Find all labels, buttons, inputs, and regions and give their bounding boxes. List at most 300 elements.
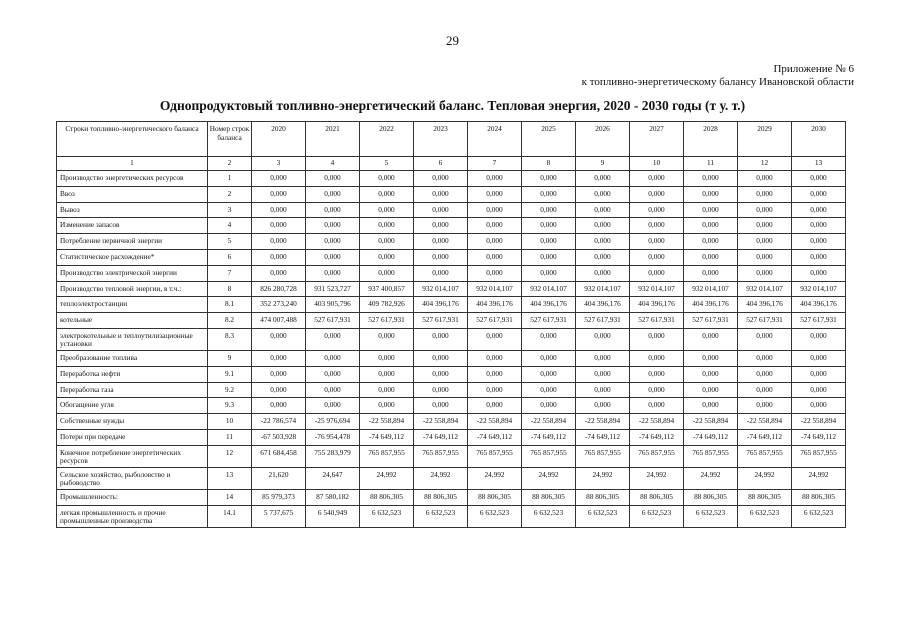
- value-cell: 527 617,931: [792, 313, 846, 329]
- value-cell: 527 617,931: [684, 313, 738, 329]
- value-cell: 0,000: [630, 265, 684, 281]
- row-number: 9.2: [208, 382, 252, 398]
- value-cell: 0,000: [576, 171, 630, 187]
- column-number: 11: [684, 157, 738, 171]
- value-cell: 0,000: [252, 249, 306, 265]
- value-cell: 0,000: [738, 202, 792, 218]
- value-cell: 404 396,176: [684, 297, 738, 313]
- value-cell: 0,000: [252, 202, 306, 218]
- value-cell: 0,000: [414, 249, 468, 265]
- value-cell: 0,000: [360, 249, 414, 265]
- table-row: [57, 505, 846, 527]
- value-cell: 527 617,931: [576, 313, 630, 329]
- value-cell: 0,000: [360, 398, 414, 414]
- row-number: 2: [208, 186, 252, 202]
- row-label: Производство электрической энергии: [57, 265, 208, 281]
- value-cell: 0,000: [252, 398, 306, 414]
- value-cell: 0,000: [738, 328, 792, 350]
- row-number: 9.1: [208, 366, 252, 382]
- value-cell: 0,000: [360, 202, 414, 218]
- value-cell: 765 857,955: [360, 445, 414, 467]
- value-cell: 0,000: [522, 249, 576, 265]
- value-cell: 765 857,955: [414, 445, 468, 467]
- value-cell: 24,647: [306, 467, 360, 489]
- value-cell: 6 632,523: [522, 505, 576, 527]
- value-cell: 6 540,949: [306, 505, 360, 527]
- value-cell: 0,000: [414, 234, 468, 250]
- value-cell: 0,000: [468, 249, 522, 265]
- value-cell: 527 617,931: [630, 313, 684, 329]
- table-row: [57, 445, 846, 467]
- row-number: 11: [208, 429, 252, 445]
- row-label: Статистическое расхождение*: [57, 249, 208, 265]
- value-cell: 0,000: [684, 186, 738, 202]
- value-cell: 87 580,182: [306, 489, 360, 505]
- row-number: 13: [208, 467, 252, 489]
- value-cell: 765 857,955: [576, 445, 630, 467]
- table-row: [57, 297, 846, 313]
- value-cell: -74 649,112: [360, 429, 414, 445]
- value-cell: 6 632,523: [630, 505, 684, 527]
- table-row: [57, 234, 846, 250]
- value-cell: 0,000: [522, 171, 576, 187]
- column-number: 10: [630, 157, 684, 171]
- value-cell: 409 782,926: [360, 297, 414, 313]
- value-cell: 932 014,107: [792, 281, 846, 297]
- value-cell: 932 014,107: [414, 281, 468, 297]
- header-year: 2027: [630, 122, 684, 157]
- balance-table: [56, 121, 846, 528]
- table-row: [57, 382, 846, 398]
- value-cell: 0,000: [630, 218, 684, 234]
- row-number: 14: [208, 489, 252, 505]
- value-cell: 24,992: [684, 467, 738, 489]
- table-row: [57, 281, 846, 297]
- value-cell: 0,000: [414, 328, 468, 350]
- value-cell: 0,000: [306, 398, 360, 414]
- table-row: [57, 467, 846, 489]
- value-cell: 0,000: [738, 186, 792, 202]
- column-number: 4: [306, 157, 360, 171]
- value-cell: 0,000: [792, 398, 846, 414]
- value-cell: 0,000: [738, 398, 792, 414]
- value-cell: 0,000: [414, 186, 468, 202]
- value-cell: 0,000: [792, 186, 846, 202]
- appendix-line-2: к топливно-энергетическому балансу Ивановской области: [581, 76, 854, 88]
- value-cell: 404 396,176: [468, 297, 522, 313]
- row-label: Потребление первичной энергии: [57, 234, 208, 250]
- value-cell: 352 273,240: [252, 297, 306, 313]
- value-cell: 0,000: [360, 328, 414, 350]
- table-row: [57, 202, 846, 218]
- value-cell: 0,000: [576, 398, 630, 414]
- value-cell: 755 283,979: [306, 445, 360, 467]
- value-cell: 88 806,305: [468, 489, 522, 505]
- value-cell: 765 857,955: [522, 445, 576, 467]
- value-cell: 0,000: [738, 218, 792, 234]
- value-cell: 0,000: [792, 218, 846, 234]
- value-cell: -22 558,894: [576, 414, 630, 430]
- value-cell: 0,000: [306, 249, 360, 265]
- value-cell: 404 396,176: [630, 297, 684, 313]
- row-number: 8.3: [208, 328, 252, 350]
- value-cell: 0,000: [792, 350, 846, 366]
- value-cell: 932 014,107: [684, 281, 738, 297]
- value-cell: 0,000: [576, 382, 630, 398]
- value-cell: 0,000: [360, 350, 414, 366]
- value-cell: 0,000: [360, 366, 414, 382]
- value-cell: -74 649,112: [576, 429, 630, 445]
- row-number: 12: [208, 445, 252, 467]
- table-row: [57, 414, 846, 430]
- row-label: Производство энергетических ресурсов: [57, 171, 208, 187]
- table-row: [57, 366, 846, 382]
- value-cell: 0,000: [684, 328, 738, 350]
- row-number: 9.3: [208, 398, 252, 414]
- value-cell: 0,000: [468, 398, 522, 414]
- value-cell: 0,000: [630, 350, 684, 366]
- value-cell: 403 905,796: [306, 297, 360, 313]
- value-cell: -74 649,112: [468, 429, 522, 445]
- header-row-number-label: Номер строк баланса: [208, 122, 252, 157]
- value-cell: -74 649,112: [792, 429, 846, 445]
- value-cell: 88 806,305: [576, 489, 630, 505]
- value-cell: 527 617,931: [360, 313, 414, 329]
- value-cell: 0,000: [414, 171, 468, 187]
- value-cell: 0,000: [792, 202, 846, 218]
- value-cell: 0,000: [468, 265, 522, 281]
- value-cell: 0,000: [522, 265, 576, 281]
- value-cell: 0,000: [684, 398, 738, 414]
- value-cell: 474 007,488: [252, 313, 306, 329]
- value-cell: 0,000: [306, 186, 360, 202]
- value-cell: 6 632,523: [414, 505, 468, 527]
- value-cell: 826 280,728: [252, 281, 306, 297]
- value-cell: 0,000: [522, 186, 576, 202]
- value-cell: 0,000: [414, 398, 468, 414]
- value-cell: 0,000: [792, 382, 846, 398]
- value-cell: 24,992: [738, 467, 792, 489]
- row-label: Производство тепловой энергии, в т.ч.:: [57, 281, 208, 297]
- value-cell: 0,000: [630, 186, 684, 202]
- row-label: Переработка газа: [57, 382, 208, 398]
- row-label: теплоэлектростанции: [57, 297, 208, 313]
- value-cell: 527 617,931: [738, 313, 792, 329]
- row-label: Изменение запасов: [57, 218, 208, 234]
- value-cell: 0,000: [738, 265, 792, 281]
- value-cell: 5 737,675: [252, 505, 306, 527]
- column-number: 6: [414, 157, 468, 171]
- header-year: 2020: [252, 122, 306, 157]
- value-cell: 765 857,955: [630, 445, 684, 467]
- value-cell: 932 014,107: [468, 281, 522, 297]
- document-title: Однопродуктовый топливно-энергетический баланс. Тепловая энергия, 2020 - 2030 годы (т у. т.): [159, 98, 746, 113]
- value-cell: 0,000: [360, 382, 414, 398]
- value-cell: 0,000: [630, 382, 684, 398]
- value-cell: 24,992: [414, 467, 468, 489]
- header-year: 2024: [468, 122, 522, 157]
- value-cell: 24,992: [468, 467, 522, 489]
- value-cell: 932 014,107: [738, 281, 792, 297]
- value-cell: 527 617,931: [306, 313, 360, 329]
- value-cell: 0,000: [630, 328, 684, 350]
- value-cell: 0,000: [630, 171, 684, 187]
- value-cell: 21,620: [252, 467, 306, 489]
- value-cell: 404 396,176: [576, 297, 630, 313]
- value-cell: 6 632,523: [684, 505, 738, 527]
- table-row: [57, 171, 846, 187]
- value-cell: 765 857,955: [684, 445, 738, 467]
- column-number: 5: [360, 157, 414, 171]
- value-cell: 0,000: [738, 350, 792, 366]
- value-cell: 0,000: [576, 202, 630, 218]
- header-year: 2028: [684, 122, 738, 157]
- header-year: 2030: [792, 122, 846, 157]
- value-cell: 0,000: [252, 382, 306, 398]
- table-row: [57, 218, 846, 234]
- value-cell: -74 649,112: [522, 429, 576, 445]
- column-number: 13: [792, 157, 846, 171]
- value-cell: 404 396,176: [414, 297, 468, 313]
- column-number: 3: [252, 157, 306, 171]
- value-cell: 0,000: [360, 186, 414, 202]
- row-number: 4: [208, 218, 252, 234]
- value-cell: 0,000: [306, 265, 360, 281]
- value-cell: 0,000: [522, 202, 576, 218]
- value-cell: 0,000: [522, 366, 576, 382]
- row-number: 14.1: [208, 505, 252, 527]
- value-cell: 0,000: [306, 366, 360, 382]
- value-cell: -22 786,574: [252, 414, 306, 430]
- value-cell: 0,000: [414, 265, 468, 281]
- value-cell: 0,000: [252, 171, 306, 187]
- value-cell: -25 976,694: [306, 414, 360, 430]
- row-label: легкая промышленность и прочие промышленные производства: [57, 505, 208, 527]
- column-number: 1: [57, 157, 208, 171]
- value-cell: 0,000: [792, 265, 846, 281]
- header-year: 2029: [738, 122, 792, 157]
- table-row: [57, 398, 846, 414]
- row-number: 8: [208, 281, 252, 297]
- value-cell: 24,992: [360, 467, 414, 489]
- column-number: 12: [738, 157, 792, 171]
- value-cell: 0,000: [360, 265, 414, 281]
- value-cell: 404 396,176: [792, 297, 846, 313]
- value-cell: 0,000: [684, 249, 738, 265]
- appendix-note: [582, 63, 854, 89]
- value-cell: 931 523,727: [306, 281, 360, 297]
- row-label: Промышленность:: [57, 489, 208, 505]
- value-cell: 0,000: [576, 350, 630, 366]
- value-cell: 527 617,931: [414, 313, 468, 329]
- value-cell: 0,000: [792, 328, 846, 350]
- row-label: Ввоз: [57, 186, 208, 202]
- row-number: 7: [208, 265, 252, 281]
- value-cell: 6 632,523: [792, 505, 846, 527]
- value-cell: 0,000: [306, 234, 360, 250]
- value-cell: 0,000: [468, 171, 522, 187]
- value-cell: 0,000: [522, 382, 576, 398]
- value-cell: 0,000: [738, 366, 792, 382]
- table-row: [57, 328, 846, 350]
- value-cell: 0,000: [414, 366, 468, 382]
- value-cell: -22 558,894: [684, 414, 738, 430]
- value-cell: 0,000: [252, 218, 306, 234]
- appendix-line-1: Приложение № 6: [773, 63, 854, 75]
- header-year: 2023: [414, 122, 468, 157]
- column-number: 8: [522, 157, 576, 171]
- value-cell: -22 558,894: [792, 414, 846, 430]
- row-number: 8.2: [208, 313, 252, 329]
- value-cell: 0,000: [684, 171, 738, 187]
- table-row: [57, 313, 846, 329]
- row-label: Обогащение угля: [57, 398, 208, 414]
- value-cell: 0,000: [630, 249, 684, 265]
- row-label: Переработка нефти: [57, 366, 208, 382]
- value-cell: 0,000: [252, 265, 306, 281]
- value-cell: -67 503,928: [252, 429, 306, 445]
- value-cell: 0,000: [792, 171, 846, 187]
- value-cell: 765 857,955: [468, 445, 522, 467]
- value-cell: 0,000: [306, 171, 360, 187]
- table-row: [57, 186, 846, 202]
- row-label: Потери при передаче: [57, 429, 208, 445]
- value-cell: 0,000: [468, 218, 522, 234]
- row-label: Конечное потребление энергетических ресурсов: [57, 445, 208, 467]
- value-cell: 765 857,955: [792, 445, 846, 467]
- value-cell: 88 806,305: [522, 489, 576, 505]
- value-cell: 0,000: [306, 218, 360, 234]
- value-cell: -22 558,894: [360, 414, 414, 430]
- value-cell: 24,992: [522, 467, 576, 489]
- value-cell: 932 014,107: [630, 281, 684, 297]
- value-cell: 0,000: [738, 382, 792, 398]
- value-cell: 0,000: [630, 398, 684, 414]
- value-cell: -74 649,112: [630, 429, 684, 445]
- value-cell: 0,000: [414, 382, 468, 398]
- row-label: электрокотельные и теплоутилизационные установки: [57, 328, 208, 350]
- value-cell: 0,000: [468, 350, 522, 366]
- value-cell: 0,000: [684, 234, 738, 250]
- row-label: Преобразование топлива: [57, 350, 208, 366]
- value-cell: 0,000: [792, 234, 846, 250]
- column-number: 9: [576, 157, 630, 171]
- value-cell: 24,992: [576, 467, 630, 489]
- column-number: 7: [468, 157, 522, 171]
- table-row: [57, 265, 846, 281]
- value-cell: 24,992: [630, 467, 684, 489]
- value-cell: 404 396,176: [738, 297, 792, 313]
- value-cell: 0,000: [468, 366, 522, 382]
- value-cell: 0,000: [576, 249, 630, 265]
- row-number: 5: [208, 234, 252, 250]
- row-label: котельные: [57, 313, 208, 329]
- value-cell: 24,992: [792, 467, 846, 489]
- page-number: 29: [446, 33, 459, 48]
- row-label: Вывоз: [57, 202, 208, 218]
- row-number: 10: [208, 414, 252, 430]
- value-cell: 0,000: [522, 350, 576, 366]
- value-cell: 0,000: [738, 234, 792, 250]
- value-cell: 88 806,305: [792, 489, 846, 505]
- value-cell: 6 632,523: [468, 505, 522, 527]
- value-cell: 6 632,523: [360, 505, 414, 527]
- value-cell: 0,000: [630, 366, 684, 382]
- value-cell: 0,000: [576, 328, 630, 350]
- value-cell: 6 632,523: [576, 505, 630, 527]
- value-cell: 0,000: [738, 249, 792, 265]
- value-cell: 932 014,107: [576, 281, 630, 297]
- value-cell: 765 857,955: [738, 445, 792, 467]
- value-cell: 0,000: [252, 234, 306, 250]
- value-cell: 0,000: [684, 350, 738, 366]
- value-cell: -74 649,112: [684, 429, 738, 445]
- value-cell: -22 558,894: [468, 414, 522, 430]
- value-cell: 0,000: [252, 186, 306, 202]
- value-cell: -74 649,112: [738, 429, 792, 445]
- value-cell: 0,000: [522, 234, 576, 250]
- column-number: 2: [208, 157, 252, 171]
- value-cell: 671 684,458: [252, 445, 306, 467]
- value-cell: 0,000: [792, 366, 846, 382]
- value-cell: 88 806,305: [414, 489, 468, 505]
- value-cell: 85 979,373: [252, 489, 306, 505]
- value-cell: 0,000: [306, 328, 360, 350]
- value-cell: 0,000: [684, 265, 738, 281]
- value-cell: 0,000: [522, 218, 576, 234]
- value-cell: 527 617,931: [522, 313, 576, 329]
- value-cell: 0,000: [522, 398, 576, 414]
- column-numbers-row: [57, 157, 846, 171]
- row-number: 8.1: [208, 297, 252, 313]
- value-cell: 0,000: [576, 366, 630, 382]
- value-cell: 0,000: [306, 350, 360, 366]
- value-cell: 0,000: [360, 171, 414, 187]
- value-cell: -22 558,894: [738, 414, 792, 430]
- value-cell: 0,000: [252, 366, 306, 382]
- value-cell: 0,000: [684, 202, 738, 218]
- value-cell: 0,000: [576, 186, 630, 202]
- row-number: 3: [208, 202, 252, 218]
- value-cell: 88 806,305: [630, 489, 684, 505]
- row-label: Собственные нужды: [57, 414, 208, 430]
- value-cell: -22 558,894: [630, 414, 684, 430]
- value-cell: 0,000: [360, 218, 414, 234]
- value-cell: 0,000: [738, 171, 792, 187]
- value-cell: 88 806,305: [738, 489, 792, 505]
- table-row: [57, 489, 846, 505]
- header-year: 2021: [306, 122, 360, 157]
- value-cell: 0,000: [468, 202, 522, 218]
- value-cell: 0,000: [522, 328, 576, 350]
- table-row: [57, 429, 846, 445]
- header-year: 2025: [522, 122, 576, 157]
- value-cell: 0,000: [306, 202, 360, 218]
- value-cell: -76 954,478: [306, 429, 360, 445]
- value-cell: 88 806,305: [684, 489, 738, 505]
- value-cell: 0,000: [252, 328, 306, 350]
- value-cell: 0,000: [576, 218, 630, 234]
- value-cell: 937 400,857: [360, 281, 414, 297]
- value-cell: 0,000: [360, 234, 414, 250]
- value-cell: 0,000: [684, 382, 738, 398]
- value-cell: 88 806,305: [360, 489, 414, 505]
- table-row: [57, 350, 846, 366]
- value-cell: -74 649,112: [414, 429, 468, 445]
- header-year: 2026: [576, 122, 630, 157]
- table-row: [57, 249, 846, 265]
- value-cell: -22 558,894: [414, 414, 468, 430]
